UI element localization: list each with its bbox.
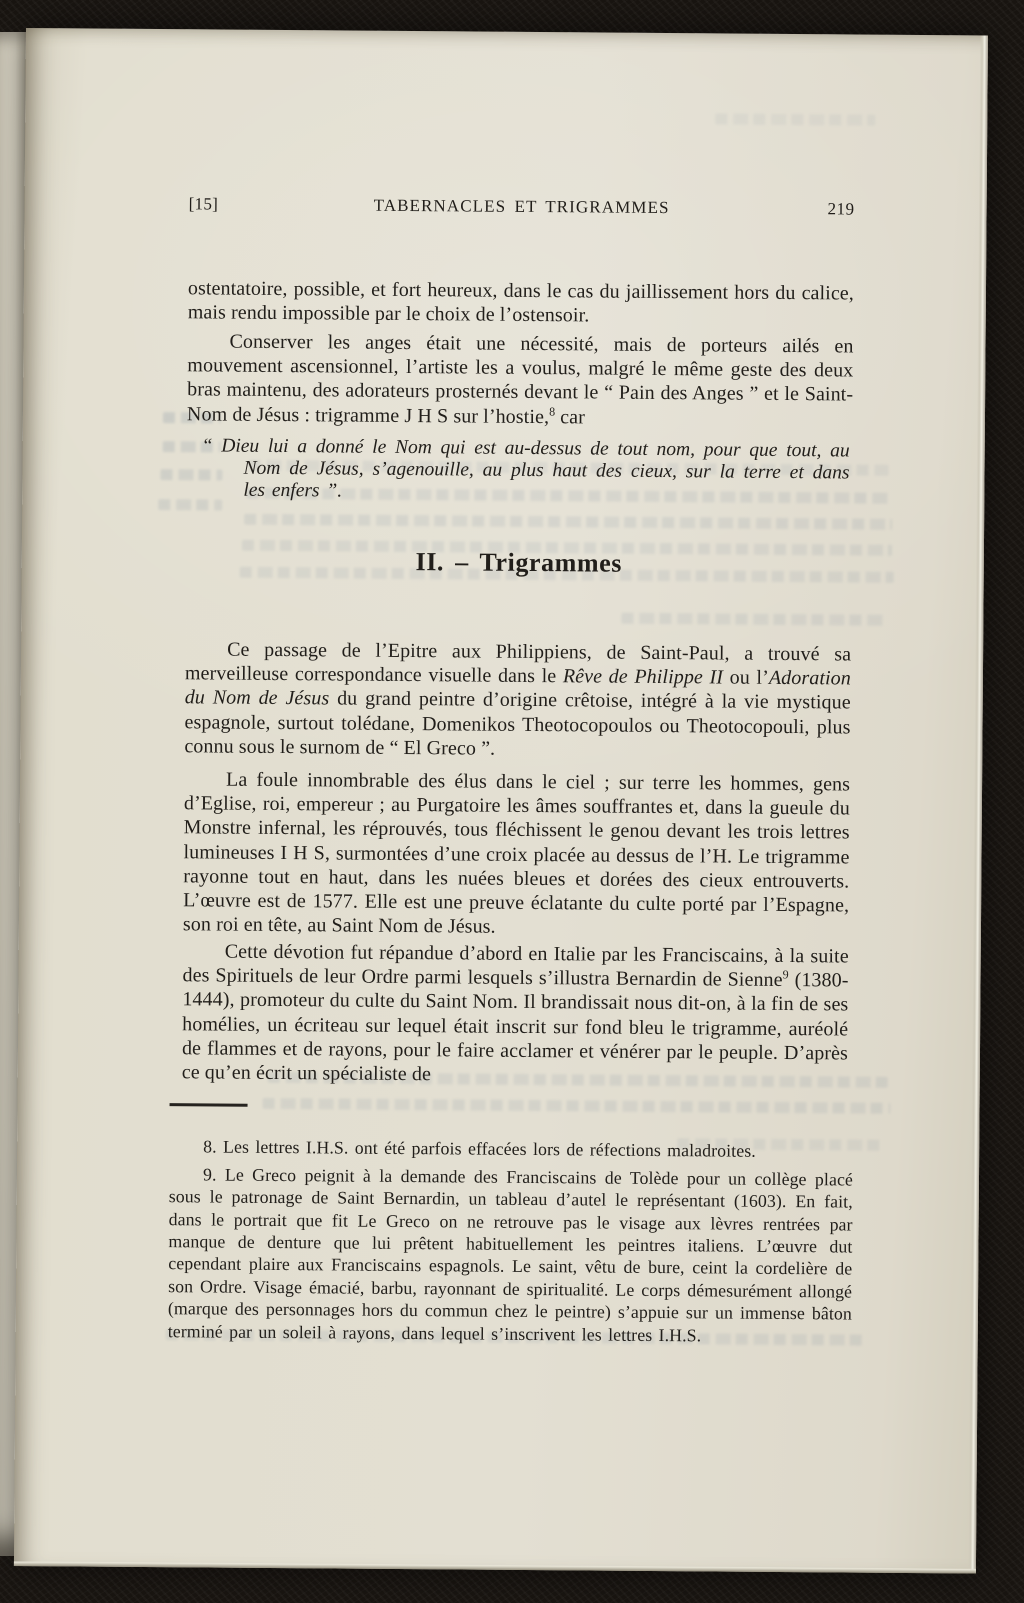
running-title: TABERNACLES ET TRIGRAMMES [373, 195, 670, 218]
paragraph-el-greco: Ce passage de l’Epitre aux Philippiens, de Saint-Paul, a trouvé sa merveilleuse correspondance visuelle dans le Rêve de Philippe II ou l’Adoration du Nom de Jésus du grand peintre d’origine crêtoise, intégré à la vie mystique espagnole, surtout tolédane, Domenikos Theotocopoulos ou Theotocopouli, plus connu sous le surnom de “ El Greco ”. [184, 638, 852, 760]
footnote-9: 9. Le Greco peignit à la demande des Franciscains de Tolède pour un collège placé sous le patronage de Saint Bernardin, un tableau d’autel le représentant (1603). En fait, dans le portrait que fit Le Greco on ne retrouve pas le visage aux lèvres rentrées par manque de denture que lui prêtent habituellement les peintres italiens. L’œuvre dut cependant plaire aux Franciscains espagnols. Le saint, vêtu de bure, ceint la cordelière de son Ordre. Visage émacié, barbu, rayonnant de spiritualité. Le corps démesurément allongé (marque des personnages hors du commun chez le peintre) s’appuie sur un immense bâton terminé par un soleil à rayons, dans lequel s’inscrivent les lettres I.H.S. [167, 1164, 854, 1345]
margin-folio: [15] [188, 194, 219, 214]
footnote-8: 8. Les lettres I.H.S. ont été parfois effacées lors de réfections maladroites. [203, 1136, 756, 1161]
bleedthrough-ghost [263, 1098, 891, 1114]
bleedthrough-ghost [715, 113, 875, 125]
bleedthrough-ghost [621, 613, 883, 626]
blockquote-philippians: “ Dieu lui a donné le Nom qui est au-dessus de tout nom, pour que tout, au Nom de Jésus, s’agenouille, au plus haut des cieux, sur la terre et dans les enfers ”. [201, 434, 850, 502]
page-header [189, 194, 855, 223]
page-stack-edge [968, 35, 988, 1573]
page-number: 219 [827, 199, 855, 219]
footnote-rule [170, 1103, 248, 1107]
page-bottom-edge [14, 1561, 976, 1574]
paragraph-devotion: Cette dévotion fut répandue d’abord en Italie par les Franciscains, à la suite des Spirituels de leur Ordre parmi lesquels s’illustra Bernardin de Sienne$^9$ (1380-1444), promoteur du culte du Saint Nom. Il brandissait nous dit-on, à la fin de ses homélies, un écriteau sur lequel était inscrit sur fond bleu le trigramme, auréolé de flammes et de rayons, pour le faire acclamer et vénérer par le peuple. D’après ce qu’en écrit un spécialiste de [181, 940, 849, 1086]
book-page [14, 28, 988, 1574]
paragraph-foule: La foule innombrable des élus dans le ciel ; sur terre les hommes, gens d’Eglise, roi, empereur ; au Purgatoire les âmes souffrantes et, dans la gueule du Monstre infernal, les réprouvés, tous fléchissent le genou devant les trois lettres lumineuses I H S, surmontées d’une croix placée au dessus de l’H. Le trigramme rayonne tout en haut, dans les nuées bleues et dorées des cieux entrouverts. L’œuvre est de 1577. Elle est une preuve éclatante du culte porté par l’Espagne, son roi en tête, au Saint Nom de Jésus. [182, 768, 851, 938]
paragraph-conserver: Conserver les anges était une nécessité, mais de porteurs ailés en mouvement ascensionnel, l’artiste les a voulus, malgré le même geste des deux bras maintenu, des adorateurs prosternés devant le “ Pain des Anges ” et le Saint-Nom de Jésus : trigramme J H S sur l’hostie,$^8$ car [186, 330, 854, 429]
section-heading: II. – Trigrammes [415, 547, 623, 578]
bleedthrough-ghost [244, 514, 892, 530]
paragraph-continuation: ostentatoire, possible, et fort heureux, dans le cas du jaillissement hors du calice, mais rendu impossible par le choix de l’ostensoir. [187, 277, 855, 327]
